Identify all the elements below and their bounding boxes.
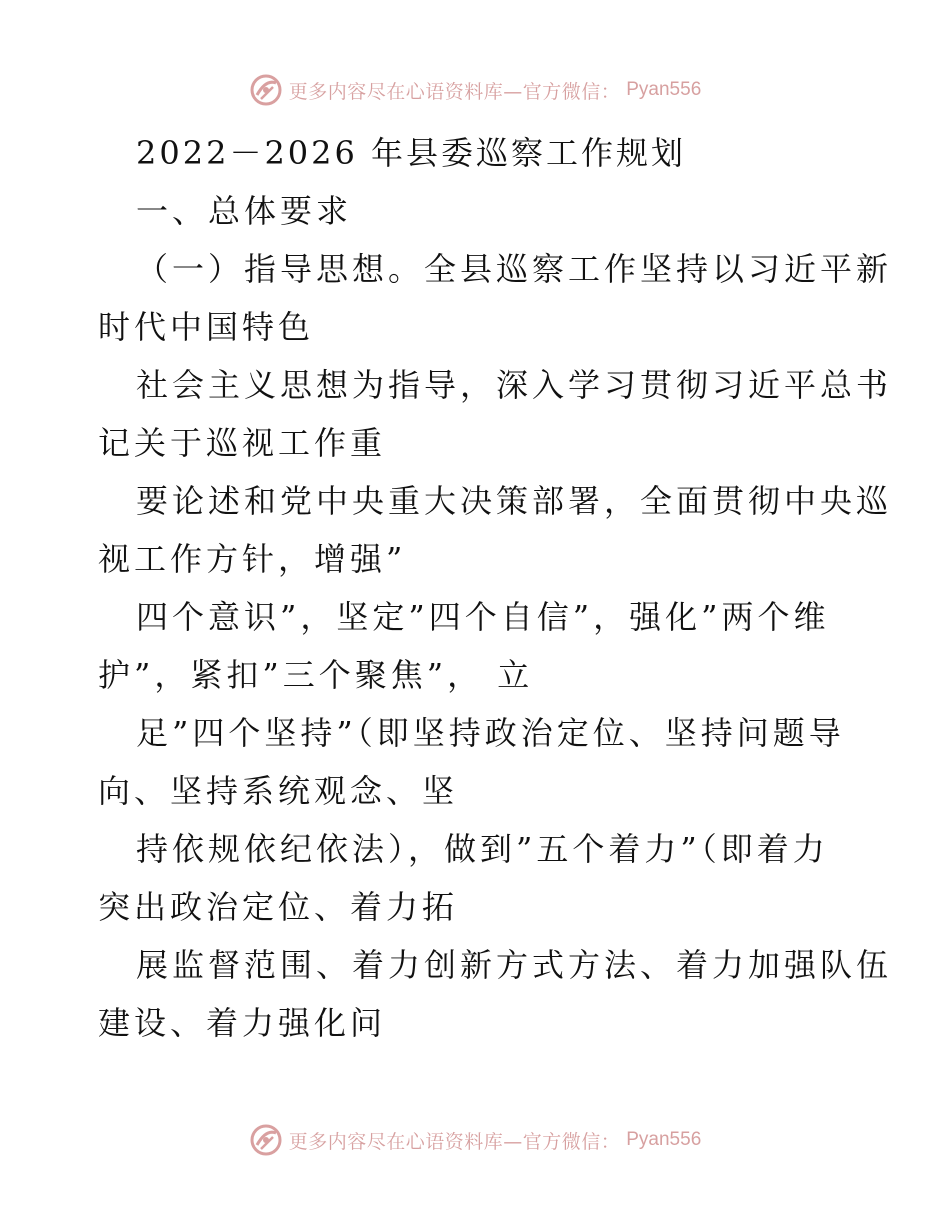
paragraph-line: 持依规依纪依法），做到”五个着力”（即着力 (136, 830, 829, 868)
paragraph-line: 护”，紧扣”三个聚焦”， 立 (98, 656, 534, 694)
paragraph-line: 足”四个坚持”（即坚持政治定位、坚持问题导 (136, 714, 845, 752)
watermark-text: 更多内容尽在心语资料库—官方微信： (288, 80, 621, 103)
seal-logo-icon (249, 1123, 283, 1157)
paragraph-line: 要论述和党中央重大决策部署，全面贯彻中央巡 (136, 482, 893, 520)
watermark-id: Pyan556 (626, 79, 702, 100)
paragraph-line: 视工作方针，增强” (98, 540, 407, 578)
paragraph-line: 向、坚持系统观念、坚 (98, 772, 459, 810)
paragraph-line: 记关于巡视工作重 (98, 424, 387, 462)
watermark-text: 更多内容尽在心语资料库—官方微信： (288, 1130, 621, 1153)
footer-watermark (0, 1120, 950, 1160)
paragraph-line: 社会主义思想为指导，深入学习贯彻习近平总书 (136, 366, 893, 404)
paragraph-line: 建设、着力强化问 (98, 1004, 387, 1042)
seal-logo-icon (249, 73, 283, 107)
section-heading: 一、总体要求 (136, 192, 353, 230)
document-title: 2022－2026 年县委巡察工作规划 (136, 134, 687, 172)
paragraph-line: 时代中国特色 (98, 308, 315, 346)
paragraph-line: （一）指导思想。全县巡察工作坚持以习近平新 (136, 250, 893, 288)
header-watermark (0, 70, 950, 110)
paragraph-line: 展监督范围、着力创新方式方法、着力加强队伍 (136, 946, 893, 984)
paragraph-line: 四个意识”，坚定”四个自信”，强化”两个维 (136, 598, 830, 636)
document-body (98, 124, 893, 1052)
paragraph-line: 突出政治定位、着力拓 (98, 888, 459, 926)
watermark-id: Pyan556 (626, 1129, 702, 1150)
